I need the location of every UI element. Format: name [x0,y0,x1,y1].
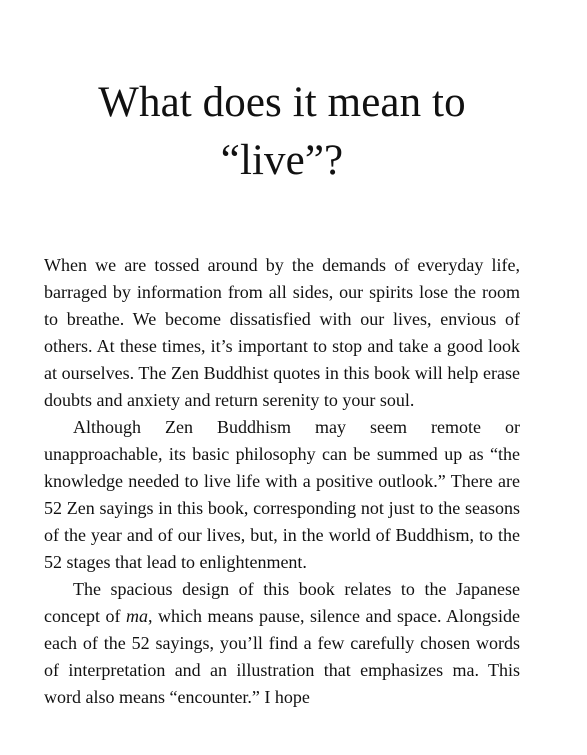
chapter-title [44,74,520,190]
chapter-title-line-1: What does it mean to [98,79,466,126]
paragraph-2: Although Zen Buddhism may seem remote or unapproachable, its basic philosophy can be summed up as “the knowledge needed to live life with a positive outlook.” There are 52 Zen sayings in this book, corresponding not just to the seasons of the year and of our lives, but, in the world of Buddhism, to the 52 stages that lead to enlightenment. [44,417,520,572]
chapter-title-line-2: “live”? [220,137,344,184]
body-text [44,252,520,711]
paragraph-1: When we are tossed around by the demands of everyday life, barraged by information from all sides, our spirits lose the room to breathe. We become dissatisfied with our lives, envious of others. At these times, it’s important to stop and take a good look at ourselves. The Zen Buddhist quotes in this book will help erase doubts and anxiety and return serenity to your soul. [44,255,520,410]
paragraph-3-text-start: The spacious design of this book relates to the Japanese concept of [44,579,520,626]
paragraph-3-text-end: , which means pause, silence and space. Alongside each of the 52 sayings, you’ll find a few carefully chosen words of interpretation and an illustration that emphasizes ma. This word also means “encounter.” I hope [44,606,520,707]
italic-term-ma: ma [126,606,148,626]
paragraph-3 [44,576,520,711]
